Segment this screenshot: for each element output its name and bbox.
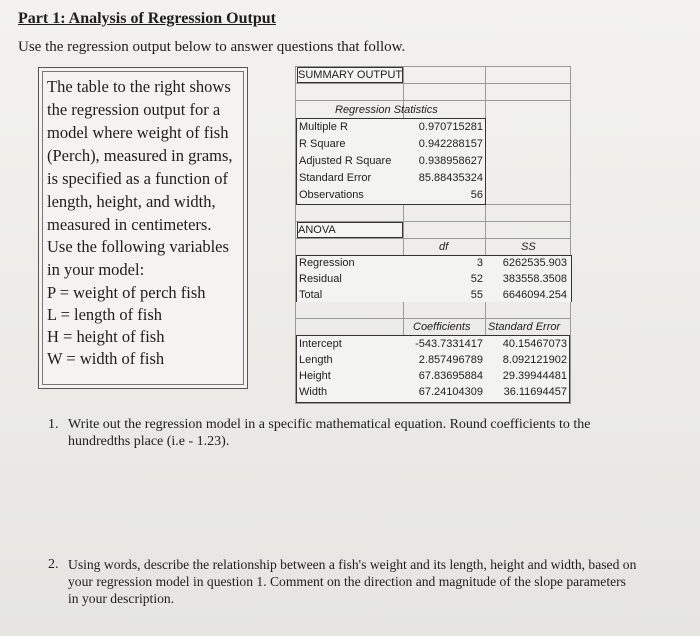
anova-row-label: Residual	[299, 273, 342, 285]
description-line: the regression output for a	[47, 100, 221, 119]
regression-statistics-title: Regression Statistics	[335, 104, 438, 116]
anova-df: 52	[470, 273, 483, 285]
anova-ss: 6262535.903	[502, 257, 567, 269]
coefficients-block	[296, 335, 570, 403]
variable-definition: L = length of fish	[47, 305, 163, 324]
coef-value: 2.857496789	[418, 354, 483, 366]
description-line: in your model:	[47, 260, 145, 279]
anova-block	[296, 255, 572, 302]
coef-value: -543.7331417	[415, 338, 483, 350]
description-line: length, height, and width,	[47, 192, 216, 211]
question-line: your regression model in question 1. Comment on the direction and magnitude of the slope parameters	[68, 574, 626, 589]
anova-row-label: Total	[299, 289, 323, 301]
stat-label: Multiple R	[299, 121, 348, 133]
grid-line	[295, 83, 571, 84]
description-line: model where weight of fish	[47, 123, 229, 142]
variable-definition: W = width of fish	[47, 349, 165, 368]
instructions: Use the regression output below to answer questions that follow.	[18, 39, 406, 55]
coef-se: 36.11694457	[503, 386, 567, 398]
question-line: in your description.	[68, 591, 175, 606]
regression-statistics-block	[296, 118, 486, 205]
grid-line	[295, 403, 571, 404]
coef-row-label: Intercept	[299, 338, 342, 350]
anova-col-df: df	[439, 241, 449, 253]
coef-se: 29.39944481	[502, 370, 567, 382]
coef-col-standard-error: Standard Error	[488, 321, 561, 333]
question-line: hundredths place (i.e - 1.23).	[68, 434, 230, 449]
stat-label: R Square	[299, 138, 346, 150]
description-line: The table to the right shows	[47, 77, 231, 96]
stat-value: 0.942288157	[418, 138, 483, 150]
anova-row-label: Regression	[299, 257, 355, 269]
description-line: measured in centimeters.	[47, 215, 212, 234]
coef-row-label: Length	[299, 354, 333, 366]
stat-value: 85.88435324	[418, 172, 483, 184]
description-box	[38, 67, 248, 389]
part-title: Part 1: Analysis of Regression Output	[18, 10, 276, 27]
description-line: Use the following variables	[47, 237, 229, 256]
question-number: 2.	[48, 557, 59, 572]
variable-definition: P = weight of perch fish	[47, 283, 206, 302]
coef-se: 40.15467073	[502, 338, 567, 350]
description-line: (Perch), measured in grams,	[47, 146, 233, 165]
stat-label: Observations	[299, 189, 364, 201]
summary-output-header: SUMMARY OUTPUT	[298, 69, 403, 81]
coef-row-label: Width	[299, 386, 328, 398]
question-text	[68, 556, 688, 607]
stat-label: Adjusted R Square	[299, 155, 392, 167]
stat-value: 0.970715281	[418, 121, 483, 133]
grid-line	[570, 66, 571, 404]
coef-value: 67.83695884	[418, 370, 483, 382]
anova-df: 55	[470, 289, 483, 301]
stat-value: 56	[470, 189, 483, 201]
anova-df: 3	[476, 257, 483, 269]
description-line: is specified as a function of	[47, 169, 228, 188]
stat-value: 0.938958627	[418, 155, 483, 167]
regression-output-table	[295, 66, 571, 404]
coef-row-label: Height	[299, 370, 331, 382]
question-line: Write out the regression model in a specific mathematical equation. Round coefficients to the	[68, 417, 591, 432]
question-number: 1.	[48, 417, 59, 432]
anova-ss: 383558.3508	[502, 273, 567, 285]
stat-label: Standard Error	[299, 172, 372, 184]
variable-definition: H = height of fish	[47, 327, 165, 346]
anova-header: ANOVA	[297, 222, 403, 238]
grid-line	[295, 100, 571, 101]
question-1	[48, 416, 698, 456]
anova-ss: 6646094.254	[502, 289, 567, 301]
coef-value: 67.24104309	[418, 386, 483, 398]
question-text	[68, 416, 688, 450]
coef-col-coefficients: Coefficients	[413, 321, 471, 333]
anova-col-ss: SS	[521, 241, 536, 253]
question-line: Using words, describe the relationship between a fish's weight and its length, height and width, based on	[68, 557, 637, 572]
question-2	[48, 556, 698, 612]
coef-se: 8.092121902	[502, 354, 567, 366]
